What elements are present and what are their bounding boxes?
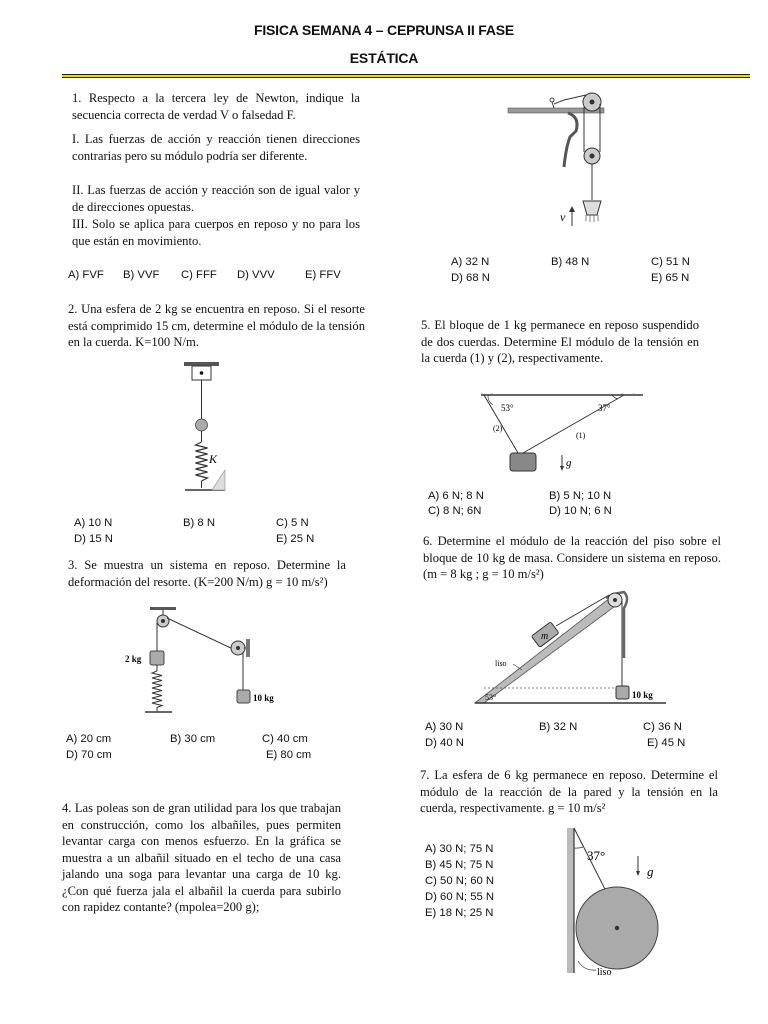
q2-k-label: K [209,452,218,466]
q2-option-d: D) 15 N [74,533,113,545]
q7-option-d: D) 60 N; 55 N [425,891,495,903]
q1-statement-2: II. Las fuerzas de acción y reacción son de igual valor y de direcciones opuestas. [72,183,360,214]
q7-option-a: A) 30 N; 75 N [425,843,494,855]
q7-option-e: E) 18 N; 25 N [425,907,494,919]
q6-smooth-label: liso [495,659,507,668]
q6-option-b: B) 32 N [539,721,578,733]
q1-option-a: A) FVF [68,269,104,281]
q6-incline-figure [470,588,670,708]
q4-option-a: A) 32 N [451,256,490,268]
q4-option-e: E) 65 N [651,272,690,284]
q5-option-b: B) 5 N; 10 N [549,490,612,502]
q5-option-c: C) 8 N; 6N [428,505,482,517]
q4-option-c: C) 51 N [651,256,690,268]
q4-stem: 4. Las poleas son de gran utilidad para los que trabajan en construcción, como los albañiles, pues permiten levantar carga con menos esfuerzo. En la gráfica se muestra a un albañil situado en el techo de una casa jalando una soga para levantar una carga de 10 kg. ¿Con qué fuerza jala el albañil la cuerda para subirlo con rapidez contante? (mpolea=200 g); [62,801,341,914]
q1-option-d: D) VVV [237,269,275,281]
q2-option-a: A) 10 N [74,517,113,529]
q4-velocity-label: v [560,210,566,224]
q3-stem: 3. Se muestra un sistema en reposo. Determine la deformación del resorte. (K=200 N/m) g = 10 m/s²) [68,558,346,589]
q3-system-figure [120,607,285,722]
q7-angle: 37° [587,848,606,863]
q1-stem: 1. Respecto a la tercera ley de Newton, indique la secuencia correcta de verdad V o falsedad F. [72,91,360,122]
q1-statement-3: III. Solo se aplica para cuerpos en reposo y no para los que están en movimiento. [72,217,360,248]
q7-option-c: C) 50 N; 60 N [425,875,495,887]
q7-stem: 7. La esfera de 6 kg permanece en reposo. Determine el módulo de la reacción de la pared y la tensión en la cuerda, respectivamente. g = 10 m/s² [420,768,718,815]
q7-gravity-label: g [647,864,654,879]
q3-option-e: E) 80 cm [266,749,312,761]
q1-option-e: E) FFV [305,269,341,281]
q5-option-d: D) 10 N; 6 N [549,505,612,517]
q6-option-e: E) 45 N [647,737,686,749]
q5-cord-1-label: (1) [576,431,586,440]
q2-option-b: B) 8 N [183,517,216,529]
q5-cords-figure [478,393,648,480]
q5-option-a: A) 6 N; 8 N [428,490,484,502]
q3-option-c: C) 40 cm [262,733,308,745]
q6-option-c: C) 36 N [643,721,682,733]
q4-option-b: B) 48 N [551,256,590,268]
q6-option-d: D) 40 N [425,737,464,749]
q6-mass-10kg: 10 kg [632,690,653,700]
q2-option-c: C) 5 N [276,517,309,529]
q7-sphere-figure [567,828,677,978]
q4-option-d: D) 68 N [451,272,490,284]
q2-stem: 2. Una esfera de 2 kg se encuentra en reposo. Si el resorte está comprimido 15 cm, determine el módulo de la tensión en la cuerda. K=100 N/m. [68,302,365,349]
q3-option-a: A) 20 cm [66,733,112,745]
q3-mass-2: 10 kg [253,693,274,703]
q6-mass-m-label: m [541,631,549,642]
q4-pulley-figure [508,88,618,243]
q5-stem: 5. El bloque de 1 kg permanece en reposo suspendido de dos cuerdas. Determine El módulo de la tensión en la cuerda (1) y (2), respectivamente. [421,318,699,365]
q6-angle: 53° [485,693,497,702]
q7-smooth-label: liso [597,967,612,978]
q2-spring-figure [170,362,240,497]
q3-mass-1: 2 kg [125,654,142,664]
q1-statement-1: I. Las fuerzas de acción y reacción tienen direcciones contrarias pero su módulo podría ser diferente. [72,132,360,163]
q1-option-c: C) FFF [181,269,217,281]
q2-option-e: E) 25 N [276,533,315,545]
q5-angle-37: 37° [598,403,611,413]
q6-option-a: A) 30 N [425,721,464,733]
page-title: FISICA SEMANA 4 – CEPRUNSA II FASE [253,22,515,38]
q6-stem: 6. Determine el módulo de la reacción del piso sobre el bloque de 10 kg de masa. Considere un sistema en reposo. (m = 8 kg ; g = 10 m/s²) [423,534,721,581]
q1-option-b: B) VVF [123,269,160,281]
q3-option-b: B) 30 cm [170,733,216,745]
q3-option-d: D) 70 cm [66,749,112,761]
q5-cord-2-label: (2) [493,424,503,433]
q5-gravity-label: g [566,457,572,469]
page-subtitle: ESTÁTICA [349,50,419,66]
q5-angle-53: 53° [501,403,514,413]
header-rule [62,74,750,78]
q7-option-b: B) 45 N; 75 N [425,859,494,871]
